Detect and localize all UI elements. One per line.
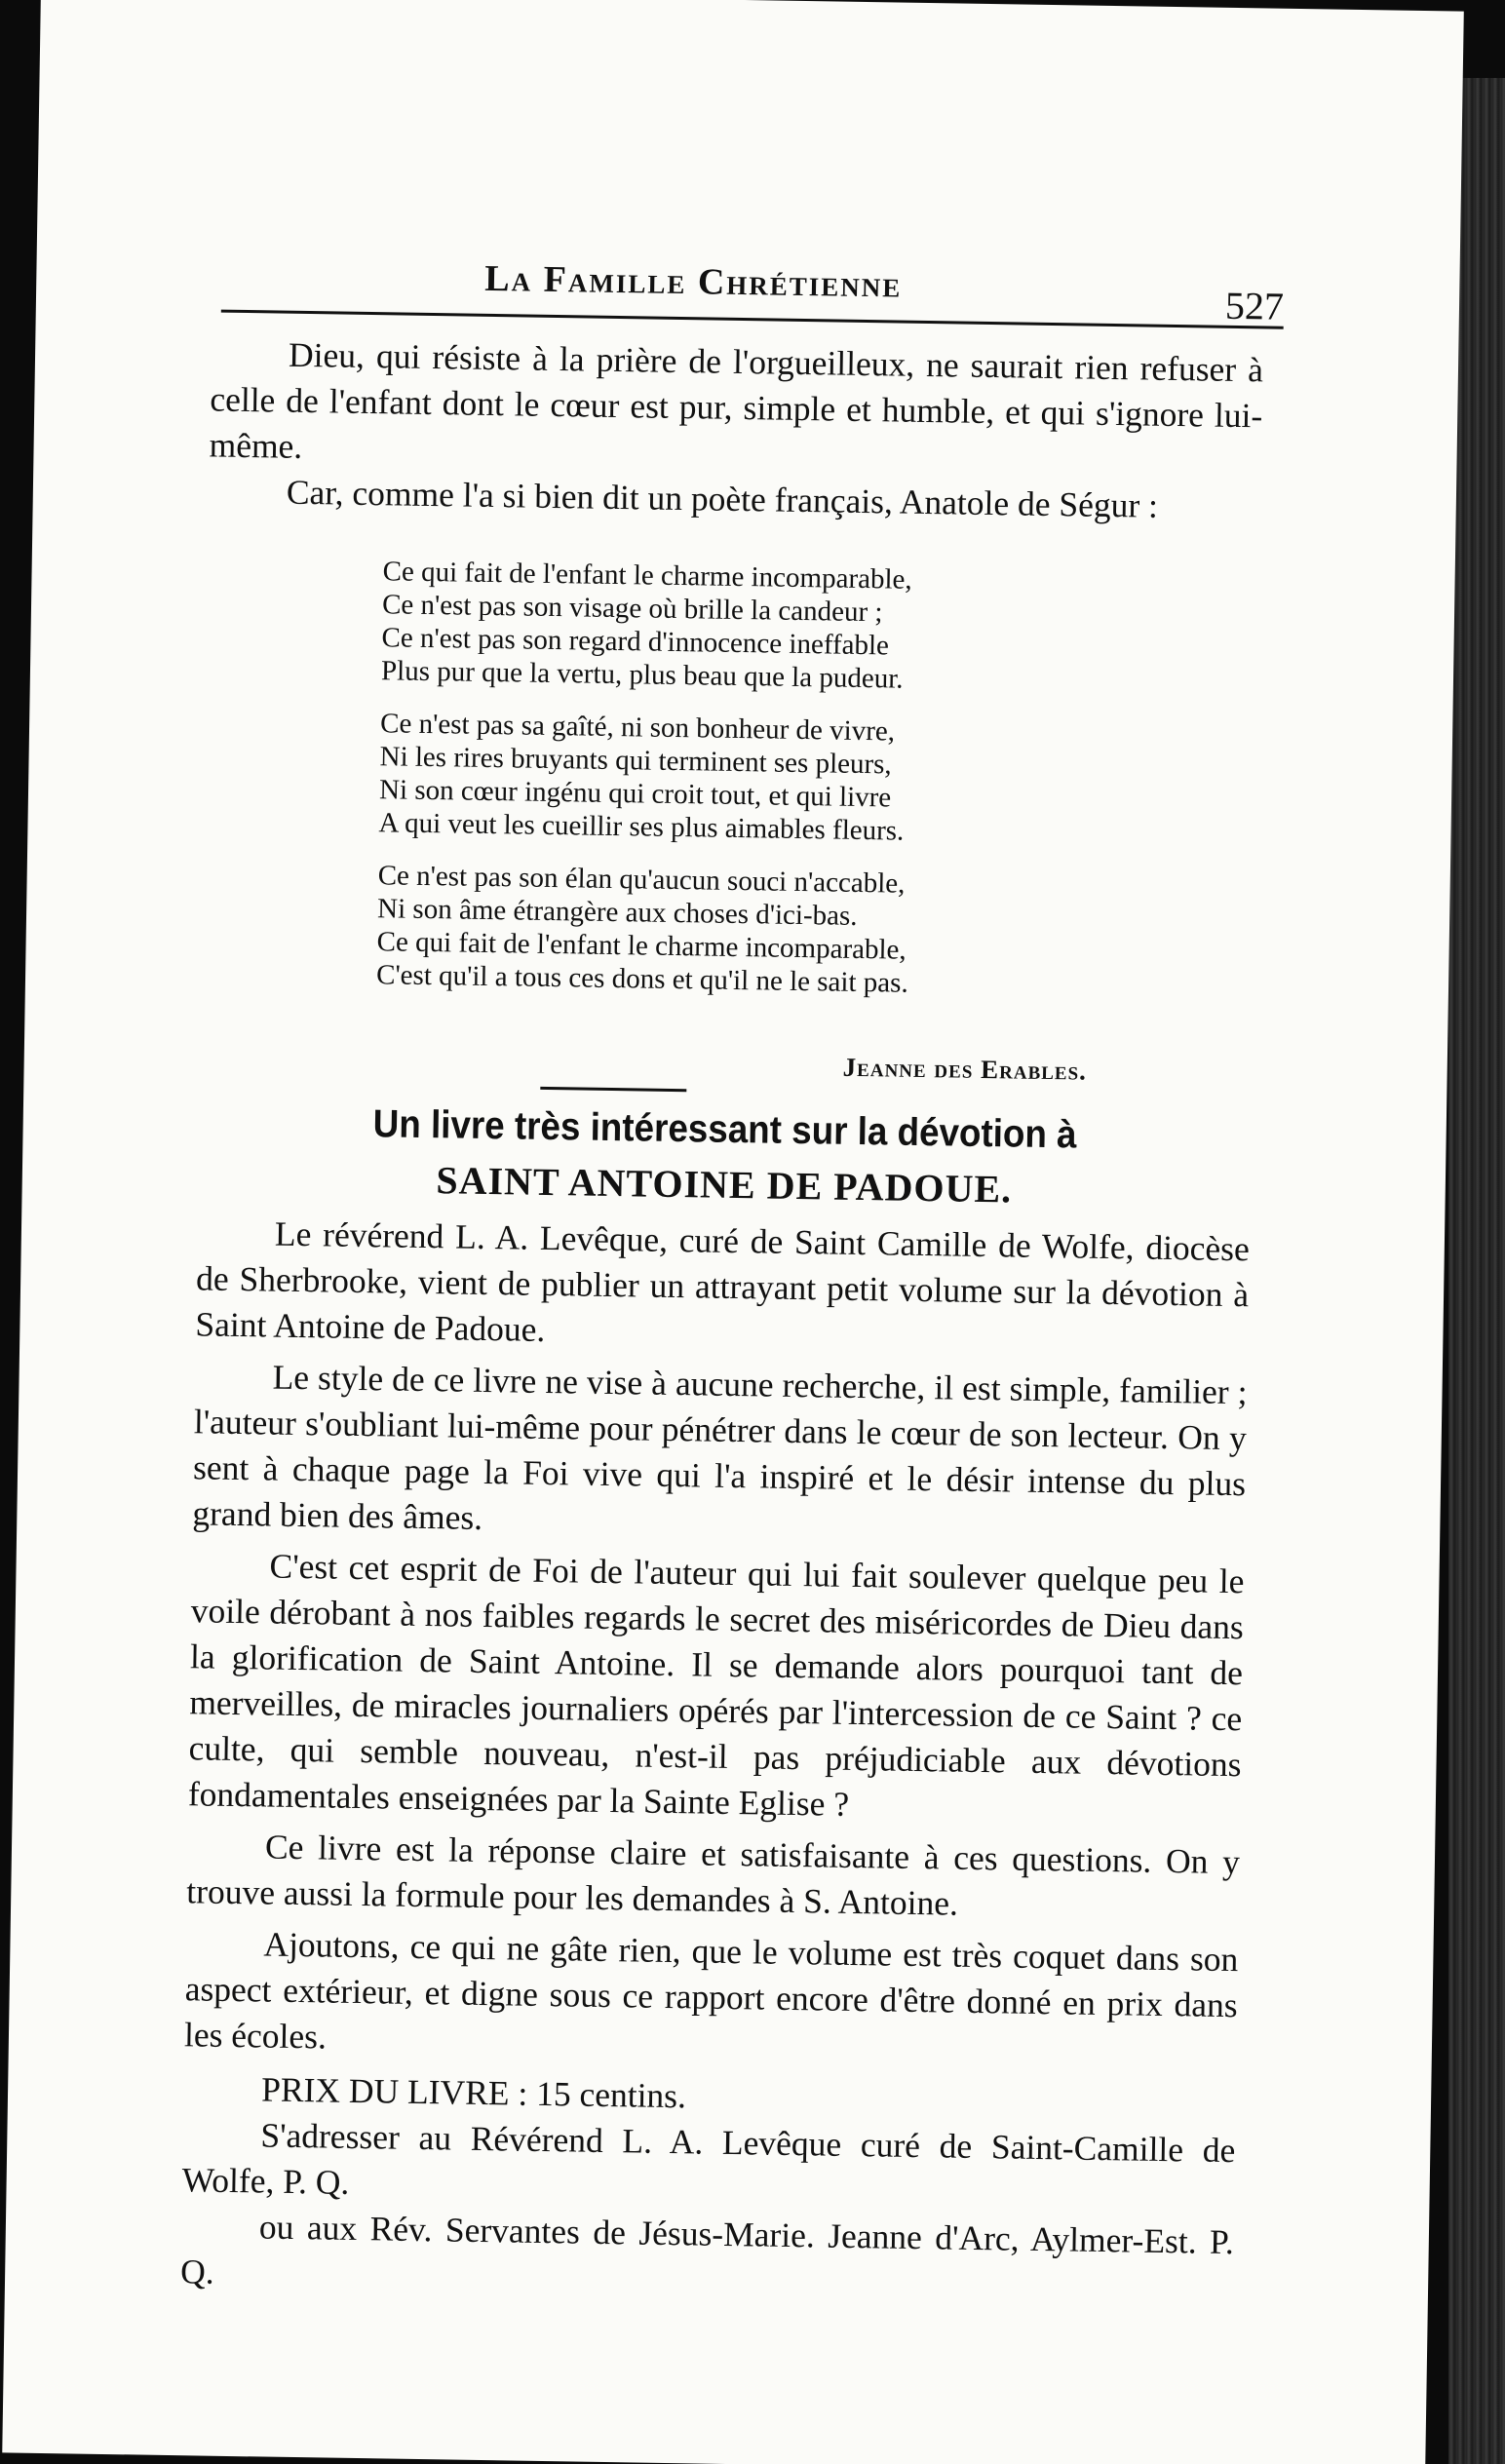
poem-verse: Ce n'est pas son élan qu'aucun souci n'accable, (377, 860, 906, 900)
poem-verse: Plus pur que la vertu, plus beau que la pudeur. (380, 655, 904, 695)
article-paragraph: Le révérend L. A. Levêque, curé de Saint Camille de Wolfe, diocèse de Sherbrooke, vient de publier un attrayant petit volume sur la dévotion à Saint Antoine de Padoue. (195, 1213, 1251, 1349)
intro-lead-in: Car, comme l'a si bien dit un poète français, Anatole de Ségur : (286, 472, 1159, 525)
poem-verse: Ni son âme étrangère aux choses d'ici-bas. (376, 893, 858, 932)
poem-verse: A qui veut les cueillir ses plus aimables fleurs. (378, 807, 905, 847)
article-paragraph: Ajoutons, ce qui ne gâte rien, que le volume est très coquet dans son aspect extérieur, et digne sous ce rapport encore d'être donné en prix dans les écoles. (183, 1924, 1239, 2057)
page-header (221, 253, 1285, 338)
article-paragraph: Le style de ce livre ne vise à aucune recherche, il est simple, familier ; l'auteur s'oubliant lui-même pour pénétrer dans le cœur de son lecteur. On y sent à chaque page la Foi vive qui l'a inspiré et le désir intense du plus grand bien des âmes. (192, 1357, 1248, 1537)
header-rule (221, 310, 1284, 329)
poem-verse: Ce qui fait de l'enfant le charme incomparable, (376, 926, 907, 966)
intro-paragraph: Dieu, qui résiste à la prière de l'orgueilleux, ne saurait rien refuser à celle de l'enfant dont le cœur est pur, simple et humble, et qui s'ignore lui-même. (209, 334, 1264, 466)
article-title (285, 1095, 1164, 1219)
book-page (2, 0, 1464, 2464)
poem-stanza (381, 555, 1085, 698)
poem-stanza (376, 859, 1080, 1002)
poem-verse: Ce qui fait de l'enfant le charme incomparable, (382, 556, 912, 596)
intro-section (209, 330, 1264, 530)
address-line: S'adresser au Révérend L. A. Levêque curé de Saint-Camille de Wolfe, P. Q. (181, 2115, 1236, 2202)
poem-verse: Ce n'est pas sa gaîté, ni son bonheur de vivre, (379, 708, 896, 748)
poem-verse: Ce n'est pas son visage où brille la candeur ; (381, 589, 883, 629)
article-title-line-1: Un livre très intéressant sur la dévotion à (372, 1102, 1077, 1157)
section-divider (540, 1087, 686, 1092)
price-line: PRIX DU LIVRE : 15 centins. (260, 2069, 687, 2116)
article-paragraph: Ce livre est la réponse claire et satisfaisante à ces questions. On y trouve aussi la formule pour les demandes à S. Antoine. (186, 1827, 1241, 1923)
page-number: 527 (1224, 283, 1285, 328)
article-title-line-2: SAINT ANTOINE DE PADOUE. (436, 1158, 1013, 1212)
poem-verse: Ni son cœur ingénu qui croit tout, et qui livre (378, 774, 892, 814)
poem-signature: Jeanne des Erables. (842, 1052, 1088, 1086)
poem-verse: Ce n'est pas son regard d'innocence ineffable (381, 622, 890, 662)
poem-verse: C'est qu'il a tous ces dons et qu'il ne le sait pas. (375, 959, 908, 999)
poem-verse: Ni les rires bruyants qui terminent ses pleurs, (379, 741, 892, 781)
article-body (180, 1210, 1250, 2311)
running-title: La Famille Chrétienne (484, 257, 903, 306)
poem-stanza (378, 707, 1082, 850)
poem (376, 555, 1085, 1021)
article-paragraph: C'est cet esprit de Foi de l'auteur qui lui fait soulever quelque peu le voile dérobant à nos faibles regards le secret des miséricordes de Dieu dans la glorification de Saint Antoine. Il se demande alors pourquoi tant de merveilles, de miracles journaliers opérés par l'intercession de ce Saint ? ce culte, qui semble nouveau, n'est-il pas préjudiciable aux dévotions fondamentales enseignées par la Sainte Eglise ? (187, 1546, 1245, 1824)
address-line: ou aux Rév. Servantes de Jésus-Marie. Jeanne d'Arc, Aylmer-Est. P. Q. (179, 2207, 1235, 2291)
